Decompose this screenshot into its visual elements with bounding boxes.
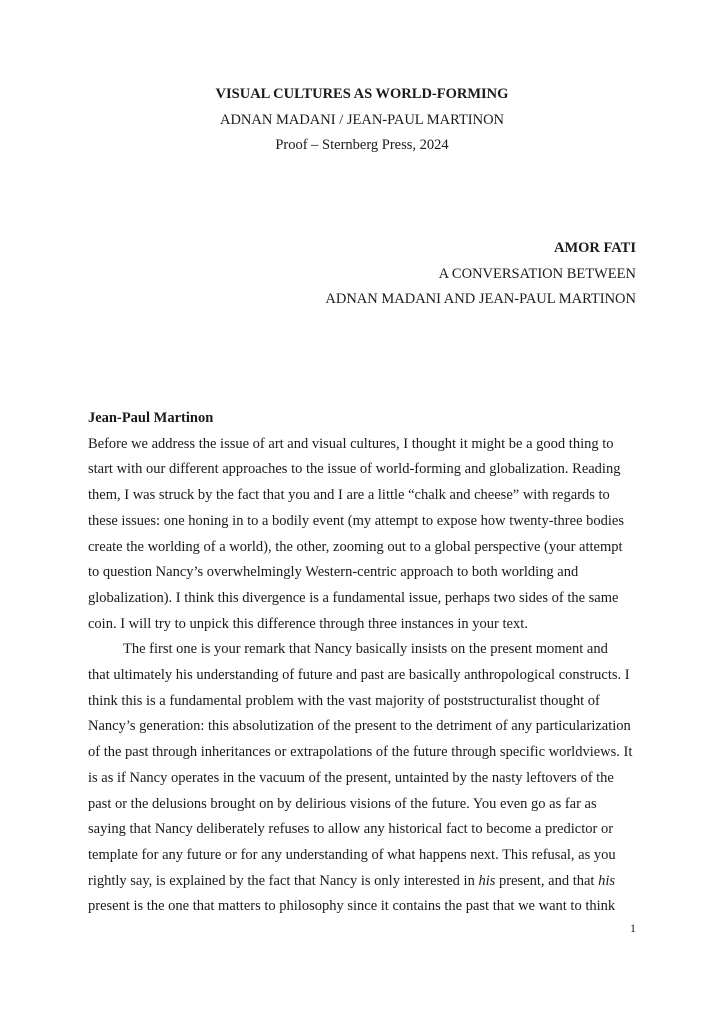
body-line: them, I was struck by the fact that you and I are a little “chalk and cheese” with regards to xyxy=(88,487,610,504)
body-line: create the worlding of a world), the other, zooming out to a global perspective (your attempt xyxy=(88,538,623,555)
body-text-segment: rightly say, is explained by the fact that Nancy is only interested in xyxy=(88,872,479,889)
body-line: start with our different approaches to the issue of world-forming and globalization. Reading xyxy=(88,461,621,478)
essay-authors: ADNAN MADANI AND JEAN-PAUL MARTINON xyxy=(325,291,636,308)
proof-imprint: Proof – Sternberg Press, 2024 xyxy=(275,137,449,154)
body-line: that ultimately his understanding of future and past are basically anthropological constructs. I xyxy=(88,667,630,684)
body-line: saying that Nancy deliberately refuses to allow any historical fact to become a predictor or xyxy=(88,821,614,838)
body-line: Before we address the issue of art and visual cultures, I thought it might be a good thing to xyxy=(88,435,614,452)
italic-word: his xyxy=(598,872,615,889)
body-line: globalization). I think this divergence is a fundamental issue, perhaps two sides of the same xyxy=(88,589,619,606)
body-line: is as if Nancy operates in the vacuum of the present, untainted by the nasty leftovers of the xyxy=(88,769,614,786)
essay-subtitle: A CONVERSATION BETWEEN xyxy=(438,265,636,282)
body-line: The first one is your remark that Nancy basically insists on the present moment and xyxy=(123,641,608,658)
body-line: to question Nancy’s overwhelmingly Western-centric approach to both worlding and xyxy=(88,564,579,581)
italic-word: his xyxy=(478,872,496,889)
body-line: these issues: one honing in to a bodily event (my attempt to expose how twenty-three bodies xyxy=(88,512,624,529)
body-text-segment: present, and that xyxy=(495,872,599,889)
page-footer xyxy=(88,921,636,935)
body-line: present is the one that matters to philosophy since it contains the past that we want to think xyxy=(88,898,616,915)
speaker-name: Jean-Paul Martinon xyxy=(88,410,214,426)
document-title: VISUAL CULTURES AS WORLD-FORMING xyxy=(215,86,509,102)
essay-title-block xyxy=(88,236,636,313)
body-line: template for any future or for any understanding of what happens next. This refusal, as you xyxy=(88,846,616,863)
body-line: of the past through inheritances or extrapolations of the future through specific worldviews. It xyxy=(88,744,633,761)
document-header xyxy=(88,82,636,159)
body-line: Nancy’s generation: this absolutization of the present to the detriment of any particularization xyxy=(88,718,631,735)
body-line: think this is a fundamental problem with the vast majority of poststructuralist thought of xyxy=(88,692,600,709)
essay-title: AMOR FATI xyxy=(553,240,636,256)
body-line xyxy=(88,869,636,895)
page-number: 1 xyxy=(630,921,636,935)
body-line: coin. I will try to unpick this difference through three instances in your text. xyxy=(88,615,528,632)
body-text xyxy=(88,406,636,920)
document-authors: ADNAN MADANI / JEAN-PAUL MARTINON xyxy=(219,111,505,128)
body-line: past or the delusions brought on by delirious visions of the future. You even go as far as xyxy=(88,795,597,812)
